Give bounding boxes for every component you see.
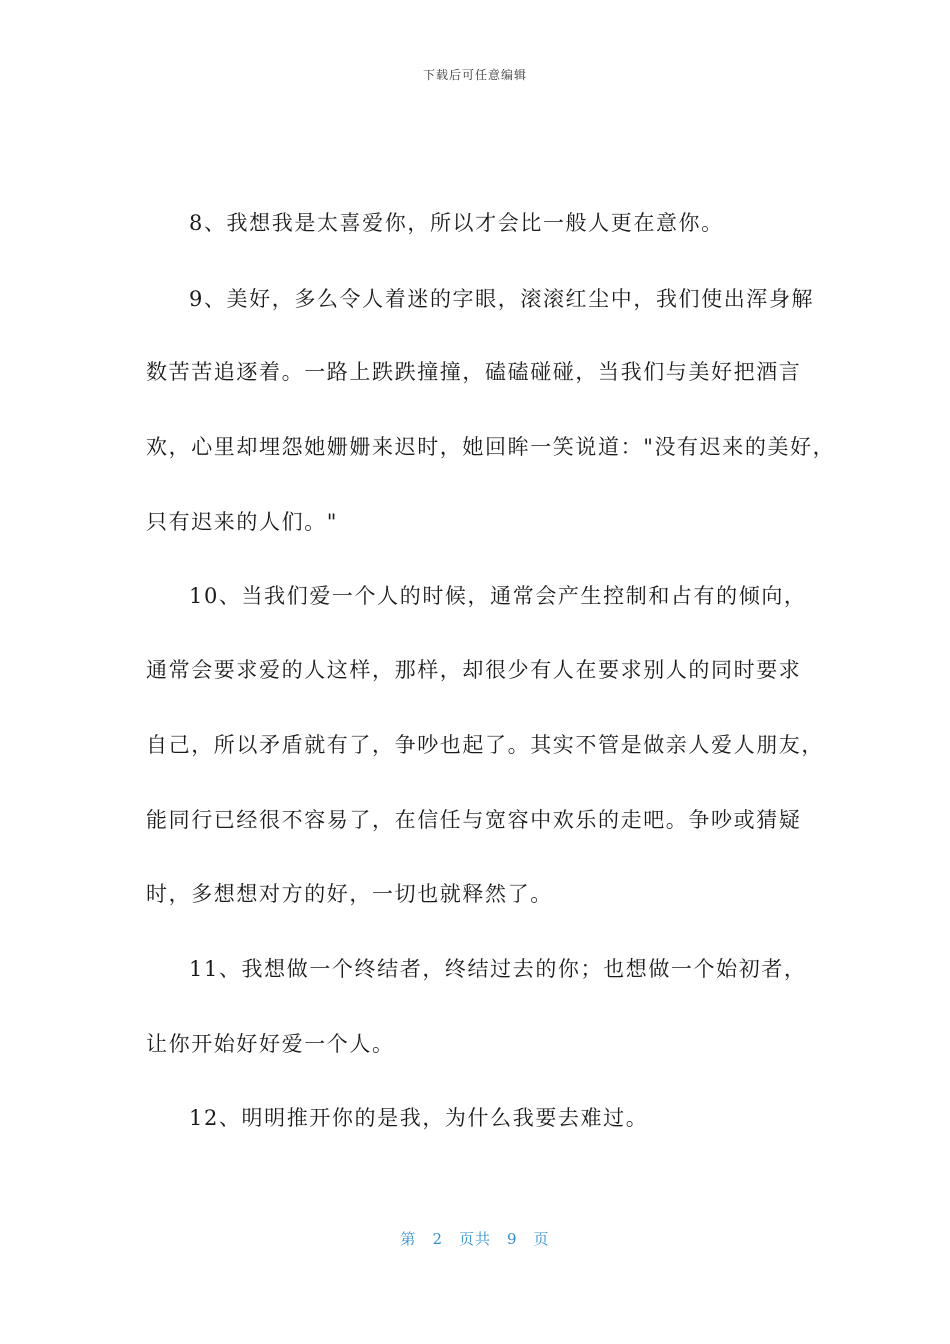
paragraph-line: 让你开始好好爱一个人。 [146,1032,395,1056]
paragraph-line: 只有迟来的人们。" [146,510,339,534]
paragraph-line: 8、我想我是太喜爱你，所以才会比一般人更在意你。 [189,211,724,235]
page-prefix: 第 [400,1230,417,1248]
page-current: 2 [432,1230,443,1248]
page-header-note: 下载后可任意编辑 [422,68,527,82]
paragraph-line: 能同行已经很不容易了，在信任与宽容中欢乐的走吧。争吵或猜疑 [146,808,802,832]
page-suffix: 页 [533,1230,550,1248]
paragraph-line: 9、美好，多么令人着迷的字眼，滚滚红尘中，我们使出浑身解 [189,287,815,311]
paragraph-line: 数苦苦追逐着。一路上跌跌撞撞，磕磕碰碰，当我们与美好把酒言 [146,360,802,384]
page-number-footer [0,1228,950,1249]
paragraph-line: 时，多想想对方的好，一切也就释然了。 [146,882,553,906]
paragraph-line: 通常会要求爱的人这样，那样，却很少有人在要求别人的同时要求 [146,658,802,682]
paragraph-line: 欢，心里却埋怨她姗姗来迟时，她回眸一笑说道："没有迟来的美好， [146,435,836,459]
page-mid: 页共 [458,1230,491,1248]
paragraph-line: 11、我想做一个终结者，终结过去的你；也想做一个始初者， [189,957,807,981]
page-total: 9 [507,1230,518,1248]
paragraph-line: 10、当我们爱一个人的时候，通常会产生控制和占有的倾向， [189,584,807,608]
paragraph-line: 12、明明推开你的是我，为什么我要去难过。 [189,1106,649,1130]
paragraph-line: 自己，所以矛盾就有了，争吵也起了。其实不管是做亲人爱人朋友， [146,733,824,757]
